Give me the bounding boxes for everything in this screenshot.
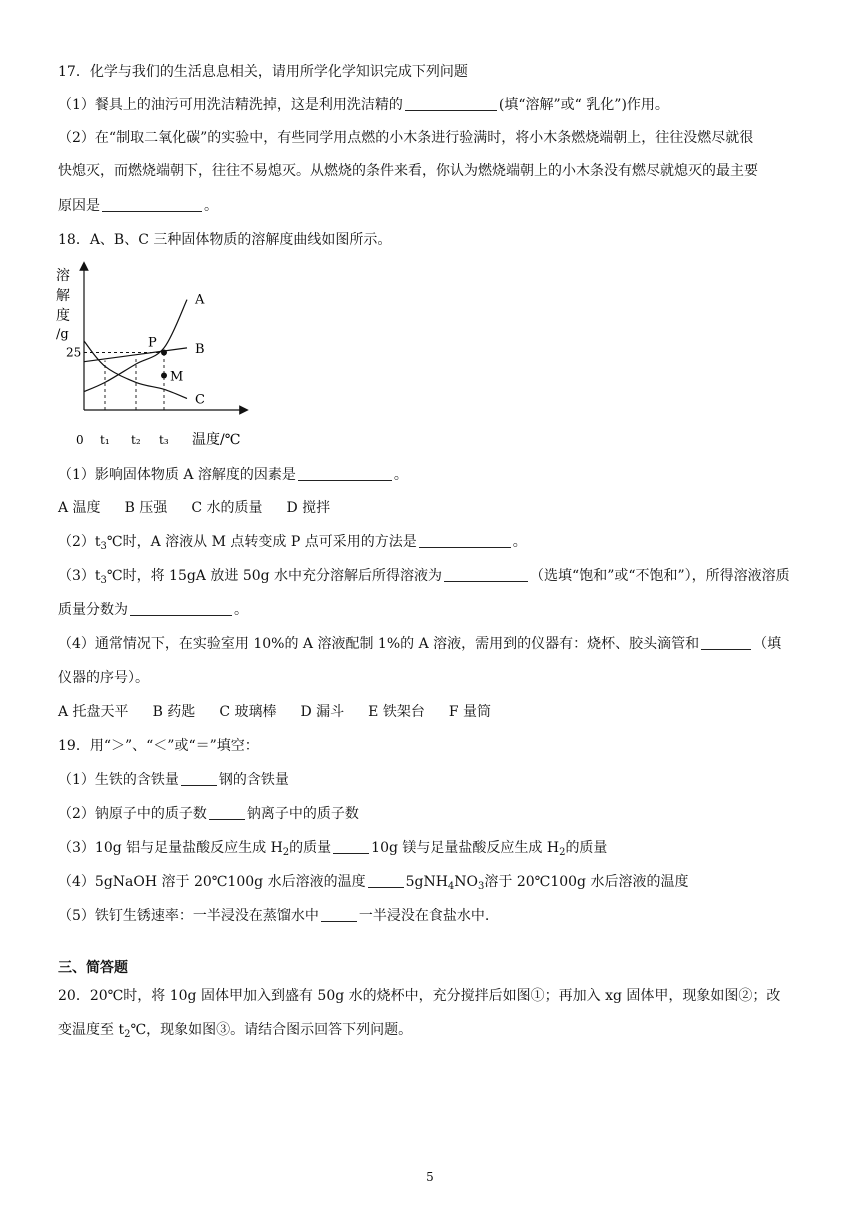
- q17-part2-end: 。: [204, 198, 218, 214]
- answer-blank[interactable]: [405, 96, 497, 111]
- q18-part3-line2: [58, 600, 248, 620]
- q19-part2: [58, 804, 359, 824]
- x-tick-label-t2: t₂: [131, 433, 141, 447]
- answer-blank[interactable]: [181, 771, 217, 786]
- subscript: 3: [100, 541, 107, 552]
- option-c[interactable]: C 水的质量: [191, 500, 263, 516]
- option-c[interactable]: C 玻璃棒: [219, 704, 277, 720]
- origin-label: 0: [76, 433, 84, 447]
- q17-part1-hint: (填“溶解”或“ 乳化”)作用。: [498, 97, 669, 113]
- q18-part3-question: ℃时，将 15gA 放进 50g 水中充分溶解后所得溶液为: [106, 568, 443, 584]
- y-tick-label-25: 25: [66, 345, 82, 360]
- y-axis-label-1: 溶: [56, 268, 70, 284]
- answer-blank[interactable]: [298, 466, 392, 481]
- q18-part4-text: （4）通常情况下，在实验室用 10%的 A 溶液配制 1%的 A 溶液，需用到的仪器有：烧杯、胶头滴管和: [58, 636, 700, 652]
- q17-part2-line2: 快熄灭，而燃烧端朝下，往往不易熄灭。从燃烧的条件来看，你认为燃烧端朝上的小木条没有燃尽就熄灭的最主要: [58, 163, 758, 179]
- q19-part3-left: （3）10g 铝与足量盐酸反应生成 H: [58, 840, 283, 856]
- subscript: 2: [124, 1029, 131, 1040]
- x-axis-label: 温度/℃: [192, 432, 241, 448]
- y-axis-label-2: 解: [56, 288, 70, 304]
- x-tick-label-t3: t₃: [159, 433, 169, 447]
- q19-part1-right: 钢的含铁量: [218, 772, 289, 788]
- q19-part3-left-end: 的质量: [289, 840, 332, 856]
- q19-part5: [58, 906, 489, 926]
- subscript: 4: [447, 881, 455, 892]
- y-axis-label-3: 度: [56, 308, 70, 324]
- q19-part3-right-end: 的质量: [565, 840, 608, 856]
- q19-part2-left: （2）钠原子中的质子数: [58, 806, 207, 822]
- section-heading: 三、简答题: [58, 960, 128, 976]
- q18-part4-options: [58, 702, 515, 722]
- answer-blank[interactable]: [321, 907, 357, 922]
- option-d[interactable]: D 搅拌: [286, 500, 331, 516]
- page-number: 5: [426, 1170, 434, 1184]
- answer-blank[interactable]: [130, 601, 232, 616]
- q18-part4-line1: [58, 634, 781, 654]
- option-b[interactable]: B 药匙: [152, 704, 196, 720]
- q18-part1-end: 。: [393, 467, 408, 483]
- point-p-label: P: [148, 335, 157, 351]
- subscript: 3: [100, 575, 107, 586]
- answer-blank[interactable]: [419, 533, 511, 548]
- solubility-curve-chart: [52, 258, 252, 456]
- q18-part3-line1: [58, 566, 790, 591]
- q18-part4-hint: （填: [753, 636, 782, 652]
- q18-part3-prefix: （3）t: [58, 568, 101, 584]
- q19-part4: [58, 872, 688, 897]
- series-c-label: C: [195, 392, 205, 408]
- q18-part2-text: [58, 534, 417, 550]
- q19-part4-formula-b: NO: [454, 874, 479, 890]
- q20-line2-prefix: 变温度至 t: [58, 1022, 125, 1038]
- q18-part3-hint: （选填“饱和”或“不饱和”），所得溶液溶质: [530, 568, 790, 584]
- answer-blank[interactable]: [444, 567, 528, 582]
- series-b-label: B: [195, 341, 205, 357]
- option-a[interactable]: A 温度: [58, 500, 101, 516]
- q19-part3-right: 10g 镁与足量盐酸反应生成 H: [371, 840, 560, 856]
- series-b-curve: [84, 348, 187, 362]
- q18-part3-line2-text: 质量分数为: [58, 602, 128, 618]
- q19-part5-left: （5）铁钉生锈速率：一半浸没在蒸馏水中: [58, 908, 319, 924]
- point-m-label: M: [170, 369, 184, 385]
- answer-blank[interactable]: [368, 873, 404, 888]
- q20-line1: 20．20℃时，将 10g 固体甲加入到盛有 50g 水的烧杯中，充分搅拌后如图①；再加入 xg 固体甲，现象如图②；改: [58, 988, 781, 1004]
- q18-part1-text: （1）影响固体物质 A 溶解度的因素是: [58, 467, 296, 483]
- q17-stem: 17．化学与我们的生活息息相关，请用所学化学知识完成下列问题: [58, 64, 468, 80]
- q18-part4-line2: 仪器的序号）。: [58, 670, 149, 686]
- q20-line2-rest: ℃，现象如图③。请结合图示回答下列问题。: [130, 1022, 413, 1038]
- q19-part4-left: （4）5gNaOH 溶于 20℃100g 水后溶液的温度: [58, 874, 366, 890]
- q18-part2-prefix: （2）t: [58, 534, 101, 550]
- point-m: [161, 373, 167, 379]
- subscript: 2: [559, 847, 566, 858]
- q19-part4-right: 溶于 20℃100g 水后溶液的温度: [484, 874, 689, 890]
- q19-part1-left: （1）生铁的含铁量: [58, 772, 179, 788]
- q18-part1-options: [58, 498, 354, 518]
- option-d[interactable]: D 漏斗: [300, 704, 345, 720]
- x-tick-label-t1: t₁: [100, 433, 110, 447]
- option-a[interactable]: A 托盘天平: [58, 704, 129, 720]
- q18-part3-text: [58, 568, 442, 584]
- answer-blank[interactable]: [701, 635, 751, 650]
- q19-part4-formula-a: 5gNH: [405, 874, 448, 890]
- q18-stem: 18．A、B、C 三种固体物质的溶解度曲线如图所示。: [58, 232, 392, 248]
- q18-part2: [58, 532, 527, 557]
- q17-part1-text: （1）餐具上的油污可用洗洁精洗掉，这是利用洗洁精的: [58, 97, 403, 113]
- answer-blank[interactable]: [102, 197, 202, 212]
- q17-part1: [58, 95, 669, 115]
- y-axis-label-4: /g: [56, 327, 69, 342]
- q19-part5-right: 一半浸没在食盐水中.: [358, 908, 490, 924]
- answer-blank[interactable]: [209, 805, 245, 820]
- q18-part1: [58, 465, 408, 485]
- q17-part2-line1: （2）在“制取二氧化碳”的实验中，有些同学用点燃的小木条进行验满时，将小木条燃烧端朝上，往往没燃尽就很: [58, 130, 754, 146]
- q19-part2-right: 钠离子中的质子数: [246, 806, 359, 822]
- q17-part2-line3: [58, 196, 218, 216]
- q18-part2-question: ℃时，A 溶液从 M 点转变成 P 点可采用的方法是: [106, 534, 417, 550]
- option-f[interactable]: F 量筒: [448, 704, 492, 720]
- q18-part2-end: 。: [512, 534, 527, 550]
- option-e[interactable]: E 铁架台: [368, 704, 425, 720]
- point-p: [161, 350, 167, 356]
- option-b[interactable]: B 压强: [124, 500, 168, 516]
- subscript: 3: [478, 881, 485, 892]
- q19-stem: 19．用“＞”、“＜”或“＝”填空：: [58, 738, 259, 754]
- q19-part3: [58, 838, 607, 863]
- q20-line2: [58, 1020, 412, 1045]
- q18-part3-end: 。: [234, 602, 248, 618]
- answer-blank[interactable]: [333, 839, 369, 854]
- q17-part2-text: 原因是: [58, 198, 100, 214]
- series-a-label: A: [195, 292, 205, 308]
- q19-part1: [58, 770, 289, 790]
- subscript: 2: [282, 847, 290, 858]
